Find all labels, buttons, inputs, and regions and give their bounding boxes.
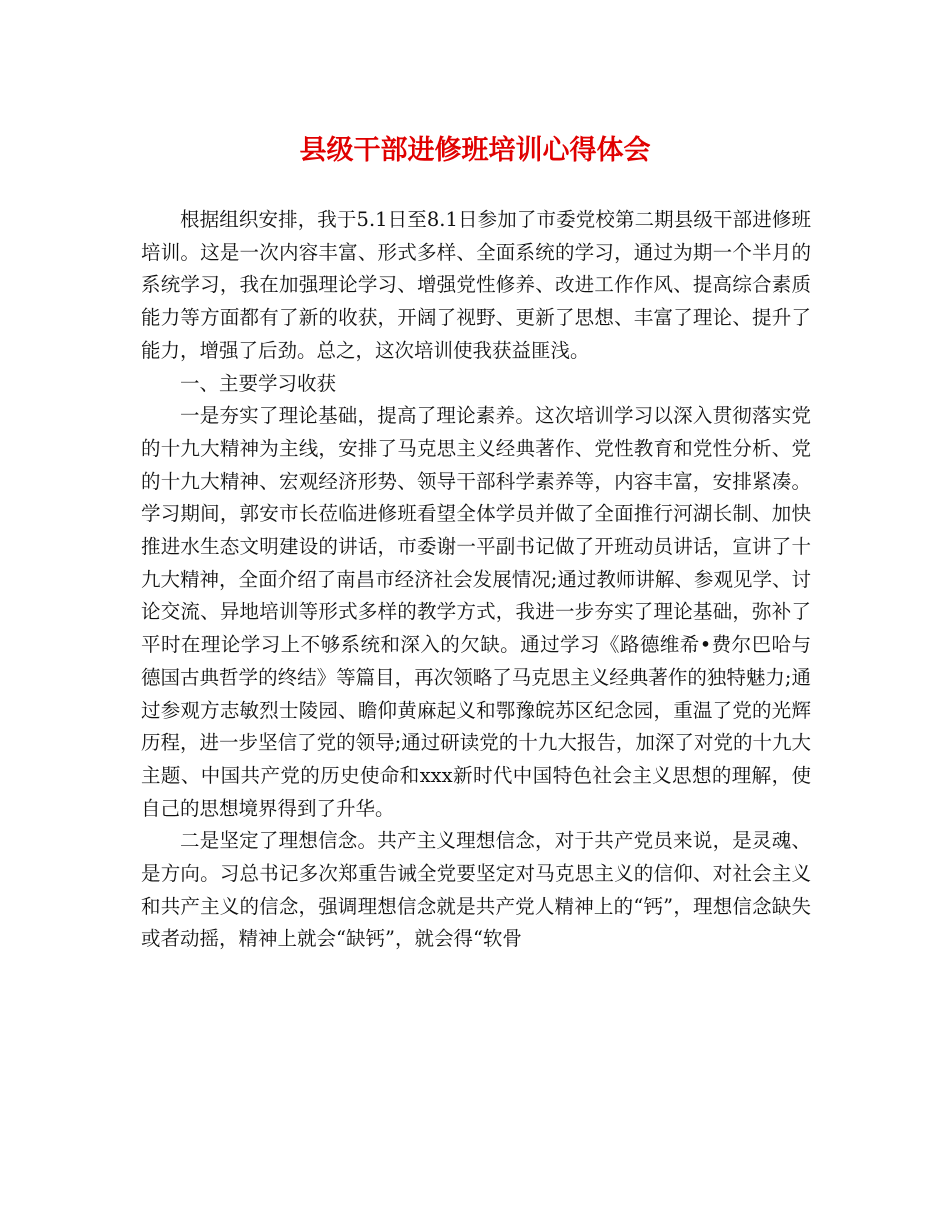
document-title: 县级干部进修班培训心得体会 — [299, 135, 651, 166]
section-heading: 一、主要学习收获 — [180, 371, 337, 395]
paragraph-intro: 根据组织安排，我于5.1日至8.1日参加了市委党校第二期县级干部进修班培训。这是一次内容丰富、形式多样、全面系统的学习，通过为期一个半月的系统学习，我在加强理论学习、增强党性修养、改进工作作风、提高综合素质能力等方面都有了新的收获，开阔了视野、更新了思想、丰富了理论、提升了能力，增强了后劲。总之，这次培训使我获益匪浅。 — [141, 208, 811, 362]
paragraph-belief: 二是坚定了理想信念。共产主义理想信念，对于共产党员来说，是灵魂、是方向。习总书记多次郑重告诫全党要坚定对马克思主义的信仰、对社会主义和共产主义的信念，强调理想信念就是共产党人精神上的“钙”，理想信念缺失或者动摇，精神上就会“缺钙”，就会得“软骨 — [141, 829, 811, 951]
document-body — [141, 204, 811, 956]
paragraph-theory: 一是夯实了理论基础，提高了理论素养。这次培训学习以深入贯彻落实党的十九大精神为主线，安排了马克思主义经典著作、党性教育和党性分析、党的十九大精神、宏观经济形势、领导干部科学素养等，内容丰富，安排紧凑。学习期间，郭安市长莅临进修班看望全体学员并做了全面推行河湖长制、加快推进水生态文明建设的讲话，市委谢一平副书记做了开班动员讲话，宣讲了十九大精神，全面介绍了南昌市经济社会发展情况;通过教师讲解、参观见学、讨论交流、异地培训等形式多样的教学方式，我进一步夯实了理论基础，弥补了平时在理论学习上不够系统和深入的欠缺。通过学习《路德维希•费尔巴哈与德国古典哲学的终结》等篇目，再次领略了马克思主义经典著作的独特魅力;通过参观方志敏烈士陵园、瞻仰黄麻起义和鄂豫皖苏区纪念园，重温了党的光辉历程，进一步坚信了党的领导;通过研读党的十九大报告，加深了对党的十九大主题、中国共产党的历史使命和xxx新时代中国特色社会主义思想的理解，使自己的思想境界得到了升华。 — [141, 404, 811, 820]
